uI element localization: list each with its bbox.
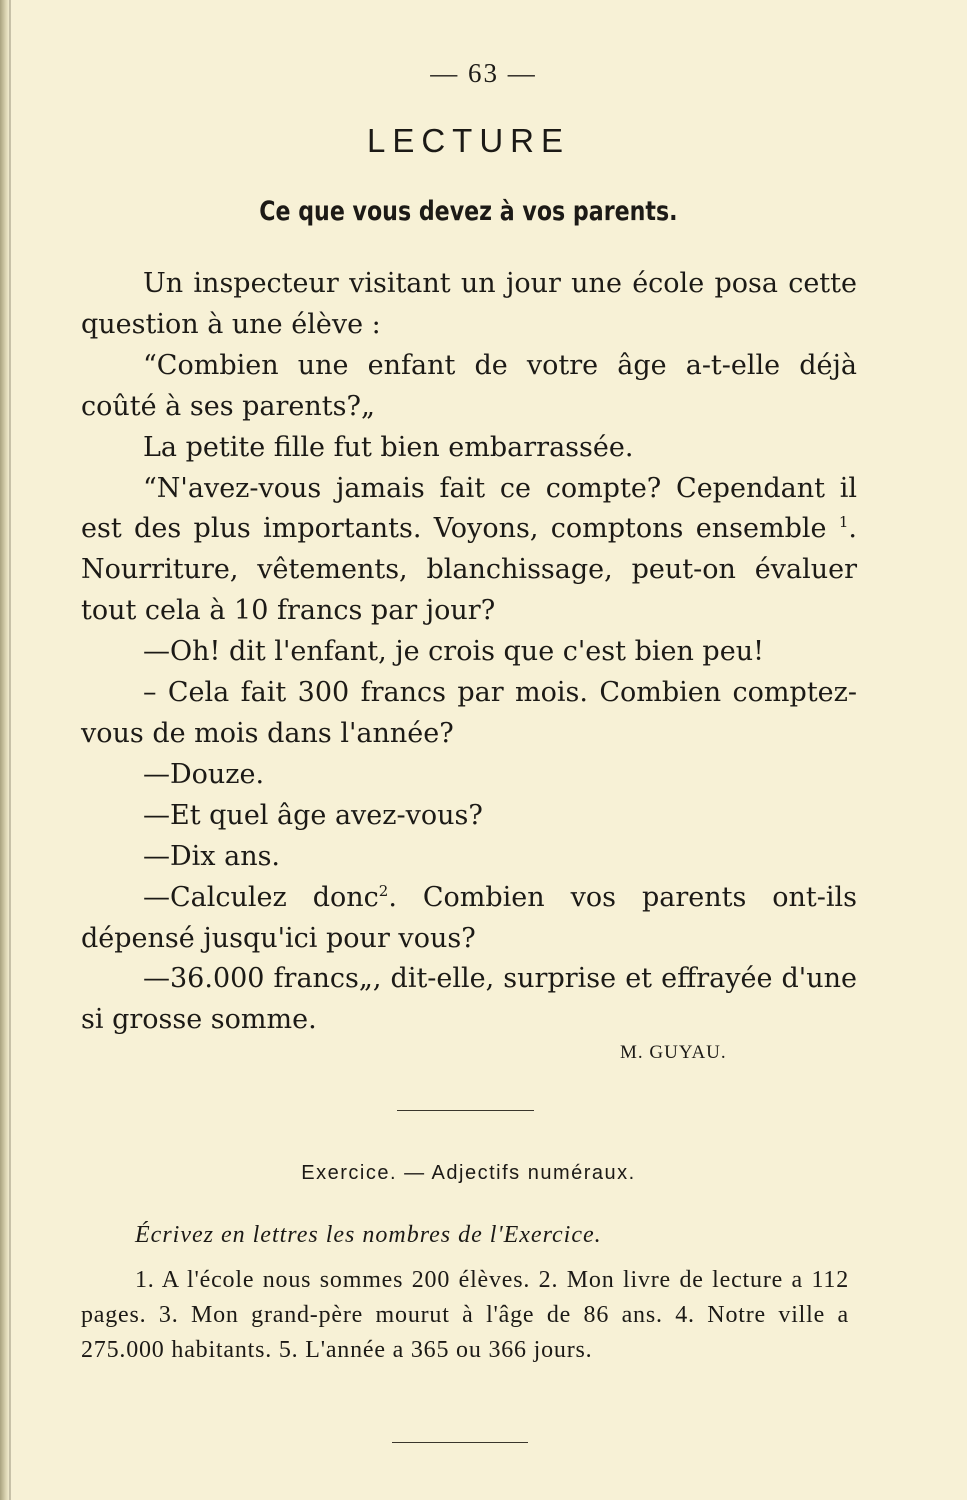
paragraph: —Oh! dit l'enfant, je crois que c'est bien peu! — [143, 636, 764, 668]
paragraph — [81, 469, 857, 633]
text-run: . Nourriture, vêtements, blanchissage, peut-on évaluer tout cela à 10 francs par jour? — [81, 513, 857, 627]
author-signature: M. GUYAU. — [620, 1042, 727, 1063]
text-run: . Combien vos parents ont-ils dépensé jusqu'ici pour vous? — [81, 881, 858, 954]
divider — [397, 1110, 534, 1111]
exercise-heading: Exercice. — Adjectifs numéraux. — [301, 1162, 636, 1184]
paragraph: La petite fille fut bien embarrassée. — [143, 431, 634, 463]
text-run: —Calculez donc — [143, 881, 379, 913]
paragraph: “Combien une enfant de votre âge a-t-elle déjà coûté à ses parents?„ — [81, 349, 857, 422]
paragraph: —Dix ans. — [143, 840, 281, 872]
paragraph: Un inspecteur visitant un jour une école posa cette question à une élève : — [81, 268, 857, 340]
paragraph: —36.000 francs„, dit-elle, surprise et effrayée d'une si grosse somme. — [81, 963, 857, 1036]
exercise-instruction: Écrivez en lettres les nombres de l'Exercice. — [135, 1222, 602, 1248]
paragraph: 1. A l'école nous sommes 200 élèves. 2. Mon livre de lecture a 112 pages. 3. Mon grand-père mourut à l'âge de 86 ans. 4. Notre ville a 275.000 habitants. 5. L'année a 365 ou 366 jours. — [81, 1267, 849, 1363]
exercise-text — [81, 1263, 849, 1368]
paragraph — [81, 878, 857, 960]
paragraph: – Cela fait 300 francs par mois. Combien comptez-vous de mois dans l'année? — [81, 677, 857, 749]
divider — [392, 1442, 528, 1443]
paragraph: —Et quel âge avez-vous? — [143, 799, 483, 831]
reading-subtitle: Ce que vous devez à vos parents. — [259, 196, 678, 227]
paragraph: —Douze. — [143, 758, 265, 790]
footnote-marker: 1 — [838, 513, 849, 532]
footnote-marker: 2 — [378, 881, 389, 900]
reading-text — [81, 264, 857, 1041]
page-edge-line — [9, 0, 11, 1500]
page-title: LECTURE — [366, 122, 571, 159]
page-number: — 63 — — [430, 58, 537, 88]
text-run: “N'avez-vous jamais fait ce compte? Cependant il est des plus importants. Voyons, comptons ensemble — [81, 472, 857, 545]
